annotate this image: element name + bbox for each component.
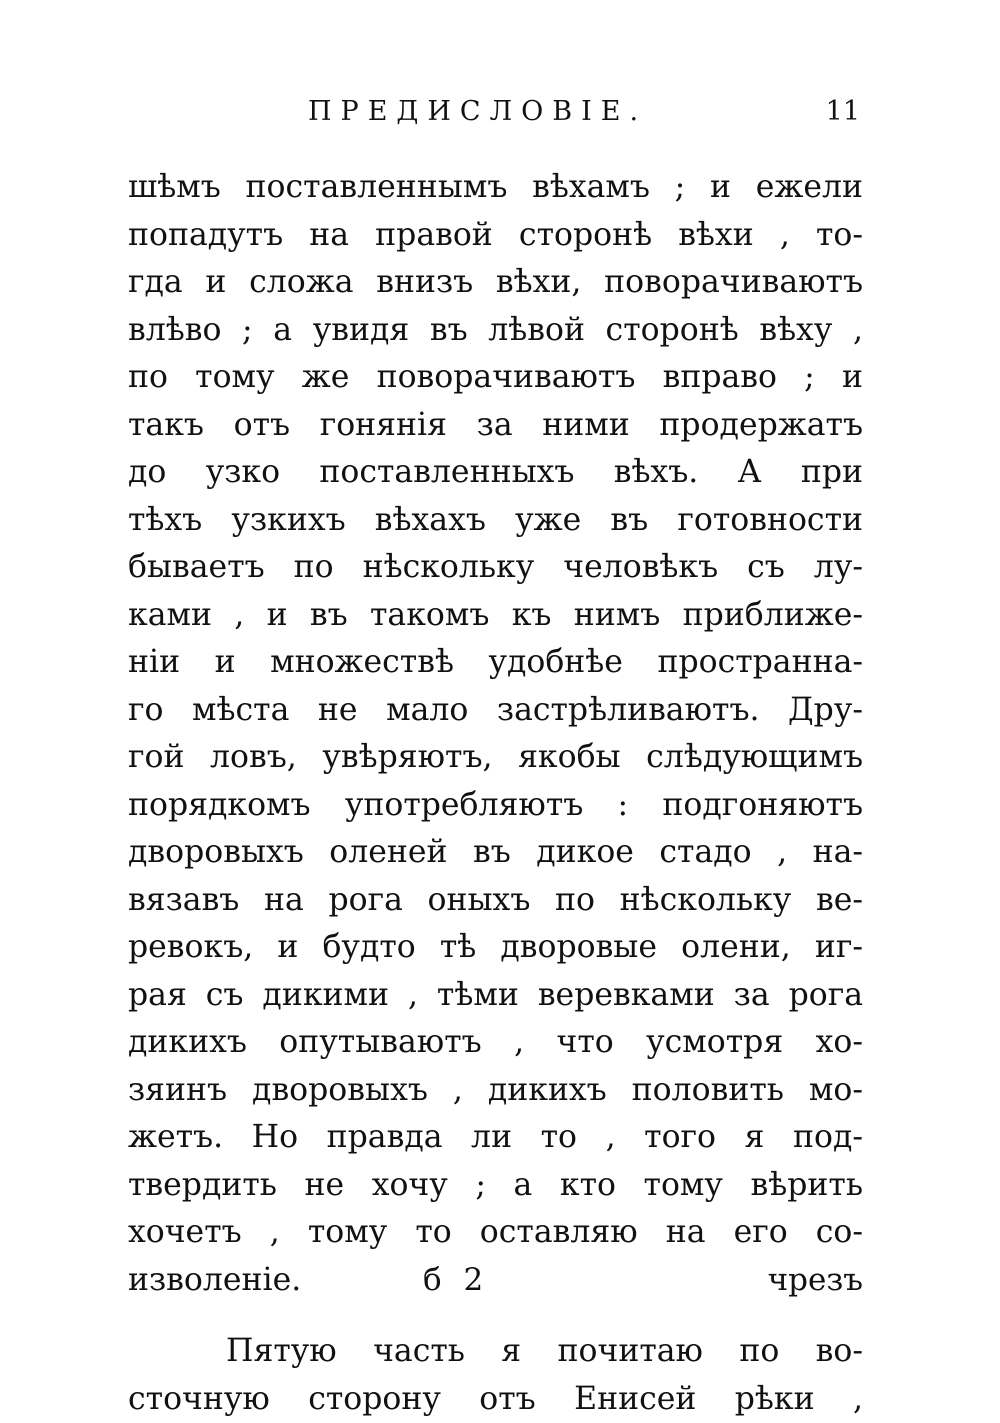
text-line: жетъ. Но правда ли то , того я под- <box>128 1114 863 1162</box>
page-footer <box>128 1262 863 1306</box>
page-number: 11 <box>826 96 860 127</box>
text-line: Пятую часть я почитаю по во- <box>128 1328 863 1376</box>
running-header <box>170 96 860 136</box>
text-line: попадутъ на правой стоpонѣ вѣхи , то- <box>128 212 863 260</box>
text-line: порядкомъ употребляютъ : подгоняютъ <box>128 782 863 830</box>
header-title: ПРЕДИСЛОВІЕ. <box>308 96 647 127</box>
text-line: тѣхъ узкихъ вѣхахъ уже въ готовности <box>128 497 863 545</box>
paragraph <box>128 1328 863 1423</box>
text-line: ревокъ, и будто тѣ дворовые олени, иг- <box>128 924 863 972</box>
text-line: твердить не хочу ; а кто тому вѣрить <box>128 1162 863 1210</box>
text-line: шѣмъ поставленнымъ вѣхамъ ; и ежели <box>128 164 863 212</box>
text-line: рая съ дикими , тѣми веревками за рога <box>128 972 863 1020</box>
text-line: до узко поставленныхъ вѣхъ. А при <box>128 449 863 497</box>
signature-mark: б 2 <box>423 1262 489 1298</box>
body-text <box>128 164 863 1423</box>
text-line: такъ отъ гонянія за ними продержатъ <box>128 402 863 450</box>
text-line: сточную сторону отъ Енисей рѣки , <box>128 1376 863 1423</box>
text-line: влѣво ; а увидя въ лѣвой стоpонѣ вѣху , <box>128 307 863 355</box>
text-line: го мѣста не мало застрѣливаютъ. Дру- <box>128 687 863 735</box>
text-line: гда и сложа внизъ вѣхи, поворачиваютъ <box>128 259 863 307</box>
text-line: ніи и множествѣ удобнѣе пространна- <box>128 639 863 687</box>
text-line: бываетъ по нѣскольку человѣкъ съ лу- <box>128 544 863 592</box>
text-line: хочетъ , тому то оставляю на его со- <box>128 1209 863 1257</box>
text-line: вязавъ на рога оныхъ по нѣскольку ве- <box>128 877 863 925</box>
text-line: дикихъ опутываютъ , что усмотря хо- <box>128 1019 863 1067</box>
text-line: гой ловъ, увѣряютъ, якобы слѣдующимъ <box>128 734 863 782</box>
text-line: ками , и въ такомъ къ нимъ приближе- <box>128 592 863 640</box>
text-line: зяинъ дворовыхъ , дикихъ половить мо- <box>128 1067 863 1115</box>
text-line: дворовыхъ оленей въ дикое стадо , на- <box>128 829 863 877</box>
catchword: чрезъ <box>768 1262 863 1298</box>
paragraph <box>128 164 863 1304</box>
text-line: изволеніе. <box>128 1257 863 1305</box>
text-line: по тому же поворачиваютъ вправо ; и <box>128 354 863 402</box>
